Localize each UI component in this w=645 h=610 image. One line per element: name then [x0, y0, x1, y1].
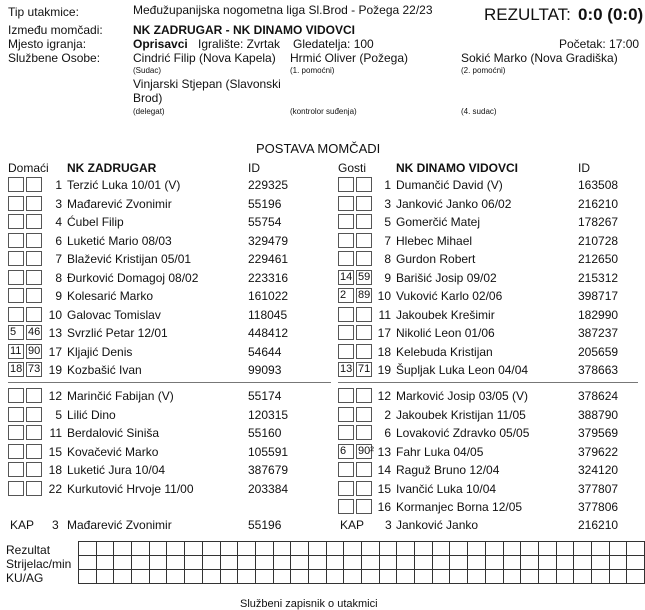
- away-subs-divider: [338, 382, 638, 383]
- away-player-id: 378624: [578, 389, 619, 403]
- pocetak: Početak: 17:00: [559, 37, 640, 51]
- away-player-number: 19: [377, 363, 391, 377]
- away-minute-box[interactable]: [338, 177, 354, 192]
- away-player-number: 12: [377, 389, 391, 403]
- away-minute-box[interactable]: 59: [358, 270, 371, 283]
- official-pomocni2-role: (2. pomoćni): [461, 66, 506, 75]
- grid-cell[interactable]: [450, 542, 468, 556]
- away-player-name: Hlebec Mihael: [396, 233, 473, 248]
- grid-cell[interactable]: [538, 542, 556, 556]
- away-player-name: Barišić Josip 09/02: [396, 270, 497, 285]
- home-team-name: NK ZADRUGAR: [67, 161, 157, 175]
- rezultat-value: 0:0 (0:0): [578, 5, 644, 24]
- away-player-id: 182990: [578, 307, 619, 322]
- grid-cell[interactable]: [238, 542, 256, 556]
- home-player-id: 55196: [248, 196, 282, 211]
- home-minute-box[interactable]: 90: [28, 344, 41, 357]
- grid-cell[interactable]: [202, 556, 220, 570]
- grid-cell[interactable]: [220, 556, 238, 570]
- home-minute-box[interactable]: [8, 462, 24, 477]
- grid-cell[interactable]: [202, 570, 220, 584]
- away-minute-box[interactable]: [338, 462, 354, 477]
- grid-cell[interactable]: [308, 542, 326, 556]
- grid-cell[interactable]: [556, 556, 574, 570]
- home-minute-box[interactable]: [8, 233, 24, 248]
- grid-cell[interactable]: [344, 556, 362, 570]
- grid-cell[interactable]: [556, 542, 574, 556]
- igraliste: Igralište: Zvrtak: [198, 37, 281, 51]
- grid-cell[interactable]: [538, 570, 556, 584]
- away-player-id: 178267: [578, 215, 619, 229]
- away-minute-box[interactable]: 89: [358, 289, 371, 301]
- away-kap-no: 3: [385, 518, 392, 532]
- home-player-number: 5: [55, 407, 62, 422]
- home-kap-label: KAP: [10, 518, 35, 532]
- away-minute-box[interactable]: 13: [340, 363, 353, 375]
- home-minute-box[interactable]: [8, 307, 24, 322]
- away-player-number: 11: [378, 307, 391, 322]
- home-player-number: 22: [48, 481, 62, 496]
- home-player-name: Marinčić Fabijan (V): [67, 389, 174, 403]
- grid-cell[interactable]: [291, 542, 309, 556]
- home-player-name: Kolesarić Marko: [67, 289, 154, 303]
- grid-cell[interactable]: [149, 570, 167, 584]
- away-player-id: 216210: [578, 196, 619, 211]
- grid-cell[interactable]: [79, 570, 97, 584]
- grid-cell[interactable]: [362, 542, 380, 556]
- grid-cell[interactable]: [96, 556, 114, 570]
- home-minute-box[interactable]: [8, 214, 24, 229]
- tip-label: Tip utakmice:: [8, 5, 79, 19]
- away-player-id: 215312: [578, 270, 619, 285]
- home-minute-box[interactable]: 73: [28, 363, 41, 375]
- grid-cell[interactable]: [485, 570, 503, 584]
- away-player-name: Jakoubek Krešimir: [396, 307, 495, 322]
- away-player-id: 324120: [578, 463, 619, 477]
- grid-cell[interactable]: [291, 556, 309, 570]
- grid-cell[interactable]: [503, 570, 521, 584]
- away-minute-box[interactable]: [338, 407, 354, 422]
- home-player-id: 387679: [248, 463, 289, 477]
- home-player-name: Ćubel Filip: [67, 215, 124, 229]
- away-player-name: Janković Janko 06/02: [396, 196, 512, 211]
- home-player-id: 161022: [248, 289, 289, 303]
- grid-cell[interactable]: [255, 570, 273, 584]
- grid-cell[interactable]: [627, 542, 645, 556]
- gledatelja: Gledatelja: 100: [293, 37, 374, 51]
- home-player-id: 448412: [248, 326, 289, 340]
- away-player-name: Kormanjec Borna 12/05: [396, 500, 523, 514]
- home-player-number: 12: [48, 389, 62, 403]
- grid-cell[interactable]: [415, 556, 433, 570]
- home-player-number: 6: [55, 233, 62, 248]
- grid-cell[interactable]: [609, 570, 627, 584]
- grid-cell[interactable]: [132, 570, 150, 584]
- grid-cell[interactable]: [326, 542, 344, 556]
- official-delegat-role: (delegat): [133, 107, 165, 116]
- away-player-number: 2: [384, 407, 391, 422]
- mjesto-value: Oprisavci: [133, 37, 188, 51]
- away-player-number: 16: [377, 500, 391, 514]
- away-player-name: Gomerčić Matej: [396, 215, 481, 229]
- grid-cell[interactable]: [308, 570, 326, 584]
- grid-cell[interactable]: [362, 556, 380, 570]
- away-player-number: 1: [384, 178, 391, 192]
- grid-cell[interactable]: [220, 570, 238, 584]
- home-player-id: 55754: [248, 215, 282, 229]
- home-player-id: 120315: [248, 407, 289, 422]
- grid-cell[interactable]: [114, 556, 132, 570]
- rezultat-label: REZULTAT:: [484, 5, 571, 24]
- away-player-id: 379622: [578, 444, 619, 459]
- away-minute-box[interactable]: 14: [340, 270, 353, 283]
- home-minute-box[interactable]: 18: [10, 363, 23, 375]
- home-player-name: Galovac Tomislav: [67, 307, 161, 322]
- home-player-id: 229461: [248, 252, 289, 266]
- home-minute-box[interactable]: 11: [8, 344, 24, 359]
- grid-cell[interactable]: [397, 542, 415, 556]
- grid-cell[interactable]: [503, 556, 521, 570]
- grid-cell[interactable]: [397, 556, 415, 570]
- grid-cell[interactable]: [255, 542, 273, 556]
- away-minute-box[interactable]: 90²: [358, 444, 374, 457]
- grid-cell[interactable]: [238, 556, 256, 570]
- grid-cell[interactable]: [79, 556, 97, 570]
- home-player-number: 8: [55, 270, 62, 285]
- home-player-number: 7: [55, 252, 62, 266]
- home-subs-divider: [8, 382, 331, 383]
- postava-title: POSTAVA MOMČADI: [256, 141, 381, 156]
- home-player-name: Kurkutović Hrvoje 11/00: [67, 481, 194, 496]
- grid-cell[interactable]: [591, 542, 609, 556]
- away-player-number: 5: [384, 215, 391, 229]
- grid-cell[interactable]: [521, 570, 539, 584]
- home-minute-box[interactable]: [8, 407, 24, 422]
- grid-cell[interactable]: [591, 570, 609, 584]
- away-player-number: 6: [384, 426, 391, 440]
- away-kap-id: 216210: [578, 518, 619, 532]
- grid-cell[interactable]: [96, 570, 114, 584]
- away-player-name: Dumančić David (V): [396, 178, 503, 192]
- away-player-number: 9: [384, 270, 391, 285]
- kuag-row-label: KU/AG: [6, 571, 44, 585]
- away-minute-box[interactable]: 71: [358, 363, 371, 375]
- grid-cell[interactable]: [379, 542, 397, 556]
- away-kap-label: KAP: [340, 518, 365, 532]
- home-player-number: 4: [55, 215, 62, 229]
- grid-cell[interactable]: [415, 570, 433, 584]
- home-player-id: 99093: [248, 363, 282, 377]
- rezultat-row-label: Rezultat: [6, 543, 51, 557]
- grid-cell[interactable]: [132, 556, 150, 570]
- away-player-number: 15: [377, 481, 391, 496]
- away-player-name: Fahr Luka 04/05: [396, 444, 484, 459]
- grid-cell[interactable]: [485, 542, 503, 556]
- grid-cell[interactable]: [415, 542, 433, 556]
- official-pomocni1: Hrmić Oliver (Požega): [290, 51, 409, 65]
- away-player-name: Vuković Karlo 02/06: [396, 289, 503, 303]
- grid-cell[interactable]: [308, 556, 326, 570]
- grid-cell[interactable]: [609, 556, 627, 570]
- home-kap-no: 3: [52, 518, 59, 532]
- grid-cell[interactable]: [185, 570, 203, 584]
- away-player-id: 387237: [578, 326, 619, 340]
- away-minute-box[interactable]: [338, 214, 354, 229]
- izmedu-label: Između momčadi:: [8, 23, 103, 37]
- home-col-label: Domaći: [8, 161, 49, 175]
- home-player-number: 10: [48, 307, 62, 322]
- away-player-name: Jakoubek Kristijan 11/05: [396, 407, 526, 422]
- away-minute-box[interactable]: [338, 233, 354, 248]
- official-4sudac-role: (4. sudac): [461, 107, 497, 116]
- official-delegat-line1: Vinjarski Stjepan (Slavonski: [133, 77, 281, 91]
- away-player-id: 379569: [578, 426, 619, 440]
- grid-cell[interactable]: [291, 570, 309, 584]
- mjesto-label: Mjesto igranja:: [8, 37, 87, 51]
- home-minute-box[interactable]: 46: [28, 326, 41, 338]
- grid-cell[interactable]: [202, 542, 220, 556]
- grid-cell[interactable]: [326, 570, 344, 584]
- away-player-number: 3: [384, 196, 391, 211]
- grid-cell[interactable]: [574, 556, 592, 570]
- grid-cell[interactable]: [574, 542, 592, 556]
- home-player-number: 17: [48, 344, 62, 359]
- home-player-number: 1: [55, 178, 62, 192]
- away-player-id: 210728: [578, 233, 619, 248]
- grid-cell[interactable]: [468, 556, 486, 570]
- score-grid[interactable]: [78, 541, 645, 584]
- home-minute-box[interactable]: [8, 196, 24, 211]
- grid-cell[interactable]: [149, 556, 167, 570]
- strijelac-row-label: Strijelac/min: [6, 557, 72, 571]
- official-kontrolor-role: (kontrolor suđenja): [290, 107, 357, 116]
- away-player-name: Ivančić Luka 10/04: [396, 481, 497, 496]
- grid-cell[interactable]: [379, 570, 397, 584]
- grid-cell[interactable]: [432, 556, 450, 570]
- away-minute-box[interactable]: [338, 196, 354, 211]
- official-delegat-line2: Brod): [133, 91, 163, 105]
- away-kap-name: Janković Janko: [396, 518, 479, 532]
- grid-cell[interactable]: [344, 570, 362, 584]
- away-player-id: 378663: [578, 363, 619, 377]
- grid-cell[interactable]: [114, 542, 132, 556]
- home-minute-box[interactable]: [8, 388, 24, 403]
- grid-cell[interactable]: [538, 556, 556, 570]
- grid-cell[interactable]: [79, 542, 97, 556]
- official-sudac-role: (Sudac): [133, 66, 162, 75]
- home-player-number: 3: [55, 196, 62, 211]
- home-minute-box[interactable]: [8, 270, 24, 285]
- away-minute-box[interactable]: 6: [338, 444, 354, 459]
- home-player-id: 105591: [248, 444, 289, 459]
- home-player-name: Svrzlić Petar 12/01: [67, 326, 168, 340]
- away-minute-box[interactable]: [338, 325, 354, 340]
- away-player-number: 17: [377, 326, 391, 340]
- home-player-name: Terzić Luka 10/01 (V): [67, 178, 181, 192]
- grid-cell[interactable]: [379, 556, 397, 570]
- grid-cell[interactable]: [167, 542, 185, 556]
- away-player-id: 212650: [578, 252, 619, 266]
- grid-cell[interactable]: [185, 542, 203, 556]
- away-player-number: 8: [384, 252, 391, 266]
- home-player-id: 55160: [248, 426, 282, 440]
- home-player-id: 118045: [248, 307, 288, 322]
- home-player-id: 223316: [248, 270, 289, 285]
- away-minute-box[interactable]: [338, 388, 354, 403]
- home-player-id: 54644: [248, 344, 282, 359]
- grid-cell[interactable]: [185, 556, 203, 570]
- home-player-name: Blažević Kristijan 05/01: [67, 252, 192, 266]
- away-player-id: 163508: [578, 178, 619, 192]
- izmedu-value: NK ZADRUGAR - NK DINAMO VIDOVCI: [133, 23, 355, 37]
- away-minute-box[interactable]: [338, 307, 354, 322]
- grid-cell[interactable]: [450, 556, 468, 570]
- grid-cell[interactable]: [273, 556, 291, 570]
- grid-cell[interactable]: [627, 570, 645, 584]
- footer-partial: Službeni zapisnik o utakmici: [240, 598, 378, 610]
- home-minute-box[interactable]: [8, 177, 24, 192]
- grid-cell[interactable]: [238, 570, 256, 584]
- home-player-name: Kljajić Denis: [67, 344, 133, 359]
- home-player-number: 18: [48, 463, 62, 477]
- away-col-label: Gosti: [338, 161, 367, 175]
- home-player-name: Lilić Dino: [67, 407, 116, 422]
- away-player-number: 13: [377, 444, 391, 459]
- home-minute-box[interactable]: [8, 288, 24, 303]
- away-player-name: Kelebuda Kristijan: [396, 344, 493, 359]
- grid-cell[interactable]: [468, 570, 486, 584]
- away-player-name: Šupljak Luka Leon 04/04: [396, 363, 529, 377]
- away-player-id: 377806: [578, 500, 619, 514]
- home-player-name: Mađarević Zvonimir: [67, 196, 172, 211]
- home-kap-id: 55196: [248, 518, 282, 532]
- home-minute-box[interactable]: [8, 481, 24, 496]
- grid-cell[interactable]: [503, 542, 521, 556]
- home-player-number: 15: [48, 444, 62, 459]
- home-player-number: 13: [48, 326, 62, 340]
- grid-cell[interactable]: [326, 556, 344, 570]
- grid-cell[interactable]: [220, 542, 238, 556]
- official-pomocni2: Sokić Marko (Nova Gradiška): [461, 51, 618, 65]
- grid-cell[interactable]: [149, 542, 167, 556]
- tip-value: Međužupanijska nogometna liga Sl.Brod - Požega 22/23: [133, 3, 433, 17]
- home-player-id: 229325: [248, 178, 289, 192]
- grid-cell[interactable]: [574, 570, 592, 584]
- grid-cell[interactable]: [362, 570, 380, 584]
- grid-cell[interactable]: [132, 542, 150, 556]
- away-player-number: 18: [377, 344, 391, 359]
- grid-cell[interactable]: [96, 542, 114, 556]
- home-id-label: ID: [248, 161, 260, 175]
- away-player-id: 398717: [578, 289, 619, 303]
- home-player-number: 19: [48, 363, 62, 377]
- home-player-number: 9: [55, 289, 62, 303]
- grid-cell[interactable]: [450, 570, 468, 584]
- grid-cell[interactable]: [468, 542, 486, 556]
- grid-cell[interactable]: [591, 556, 609, 570]
- away-player-id: 388790: [578, 407, 619, 422]
- grid-cell[interactable]: [432, 570, 450, 584]
- away-player-number: 14: [377, 463, 391, 477]
- away-player-id: 205659: [578, 344, 619, 359]
- official-pomocni1-role: (1. pomoćni): [290, 66, 335, 75]
- away-minute-box[interactable]: [338, 344, 354, 359]
- away-minute-box[interactable]: [338, 481, 354, 496]
- home-minute-box[interactable]: 5: [8, 325, 24, 340]
- home-player-name: Berdalović Siniša: [67, 426, 160, 440]
- away-player-name: Gurdon Robert: [396, 252, 476, 266]
- home-minute-box[interactable]: [8, 251, 24, 266]
- grid-cell[interactable]: [167, 556, 185, 570]
- home-minute-box[interactable]: [8, 425, 24, 440]
- away-minute-box[interactable]: 2: [338, 288, 354, 303]
- away-team-name: NK DINAMO VIDOVCI: [396, 161, 519, 175]
- official-sudac: Cindrić Filip (Nova Kapela): [133, 51, 276, 65]
- home-player-name: Kozbašić Ivan: [67, 363, 142, 377]
- grid-cell[interactable]: [273, 542, 291, 556]
- away-player-number: 10: [377, 289, 391, 303]
- home-player-name: Luketić Jura 10/04: [67, 463, 166, 477]
- grid-cell[interactable]: [255, 556, 273, 570]
- grid-cell[interactable]: [485, 556, 503, 570]
- away-player-number: 7: [384, 233, 391, 248]
- grid-cell[interactable]: [273, 570, 291, 584]
- grid-cell[interactable]: [627, 556, 645, 570]
- home-player-id: 55174: [248, 389, 282, 403]
- away-player-id: 377807: [578, 481, 619, 496]
- home-player-name: Kovačević Marko: [67, 444, 159, 459]
- grid-cell[interactable]: [432, 542, 450, 556]
- grid-cell[interactable]: [114, 570, 132, 584]
- away-player-name: Lovaković Zdravko 05/05: [396, 426, 530, 440]
- grid-cell[interactable]: [521, 556, 539, 570]
- home-player-name: Đurković Domagoj 08/02: [67, 270, 199, 285]
- grid-cell[interactable]: [167, 570, 185, 584]
- home-player-id: 329479: [248, 233, 289, 248]
- away-minute-box[interactable]: [338, 425, 354, 440]
- sluzbene-label: Službene Osobe:: [8, 51, 101, 65]
- home-player-name: Luketić Mario 08/03: [67, 233, 172, 248]
- grid-cell[interactable]: [609, 542, 627, 556]
- away-id-label: ID: [578, 161, 590, 175]
- grid-cell[interactable]: [397, 570, 415, 584]
- away-player-name: Raguž Bruno 12/04: [396, 463, 500, 477]
- grid-cell[interactable]: [556, 570, 574, 584]
- away-player-name: Nikolić Leon 01/06: [396, 326, 495, 340]
- grid-cell[interactable]: [521, 542, 539, 556]
- away-minute-box[interactable]: [338, 251, 354, 266]
- home-player-number: 11: [49, 426, 62, 440]
- away-player-name: Marković Josip 03/05 (V): [396, 389, 529, 403]
- home-player-id: 203384: [248, 481, 289, 496]
- away-minute-box[interactable]: [338, 499, 354, 514]
- home-kap-name: Mađarević Zvonimir: [67, 518, 172, 532]
- home-minute-box[interactable]: [8, 444, 24, 459]
- grid-cell[interactable]: [344, 542, 362, 556]
